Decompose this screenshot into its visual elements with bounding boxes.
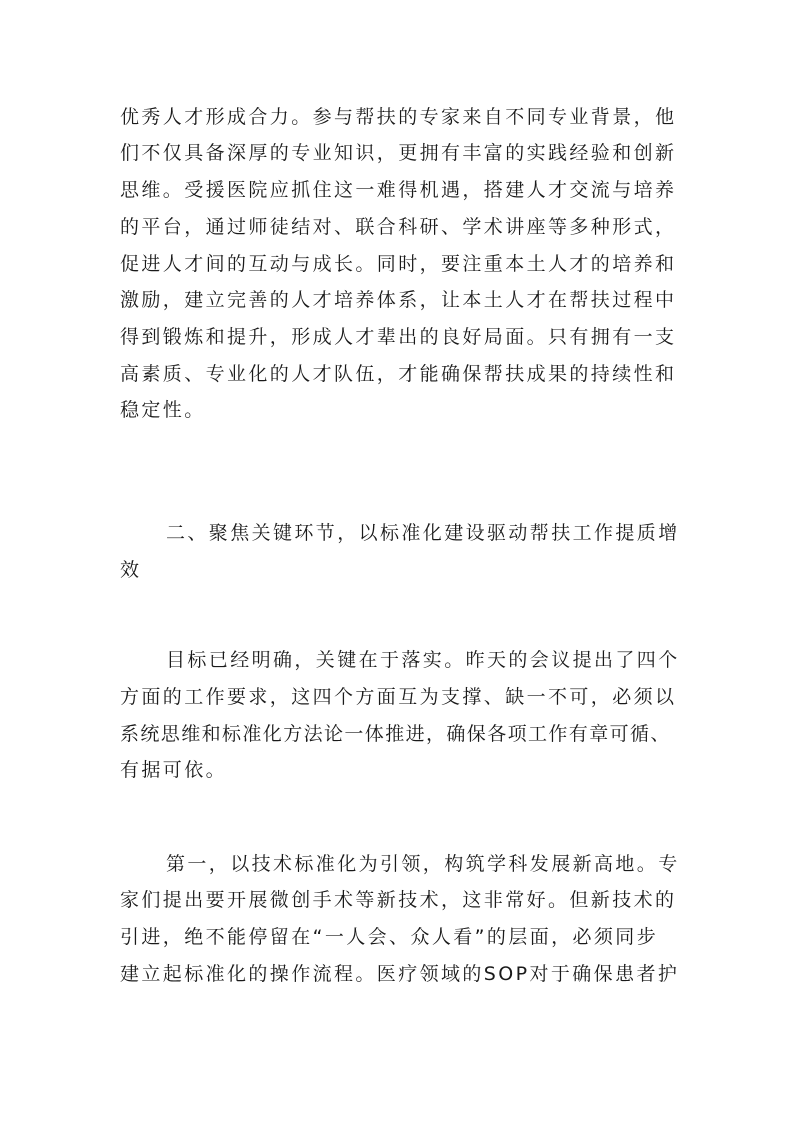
text-line: 们不仅具备深厚的专业知识，更拥有丰富的实践经验和创新	[120, 142, 677, 164]
text-line: 优秀人才形成合力。参与帮扶的专家来自不同专业背景，他	[120, 106, 677, 128]
text-line: 稳定性。	[120, 399, 206, 421]
text-line: 的平台，通过师徒结对、联合科研、学术讲座等多种形式，	[120, 216, 677, 238]
text-line: 思维。受援医院应抓住这一难得机遇，搭建人才交流与培养	[120, 179, 677, 201]
text-line: 家们提出要开展微创手术等新技术，这非常好。但新技术的	[120, 889, 677, 911]
text-line: 建立起标准化的操作流程。医疗领域的SOP对于确保患者护	[120, 963, 680, 985]
heading-line: 效	[120, 559, 142, 581]
text-line: 有据可依。	[120, 759, 228, 781]
text-line: 激励，建立完善的人才培养体系，让本土人才在帮扶过程中	[120, 289, 677, 311]
text-line: 系统思维和标准化方法论一体推进，确保各项工作有章可循、	[120, 723, 671, 745]
text-line: 方面的工作要求，这四个方面互为支撑、缺一不可，必须以	[120, 686, 677, 708]
text-line: 第一，以技术标准化为引领，构筑学科发展新高地。专	[166, 853, 680, 875]
text-line: 得到锻炼和提升，形成人才辈出的良好局面。只有拥有一支	[120, 326, 677, 348]
text-line: 促进人才间的互动与成长。同时，要注重本土人才的培养和	[120, 253, 677, 275]
text-line: 引进，绝不能停留在“一人会、众人看”的层面，必须同步	[120, 926, 659, 948]
text-line: 高素质、专业化的人才队伍，才能确保帮扶成果的持续性和	[120, 363, 677, 385]
heading-line: 二、聚焦关键环节，以标准化建设驱动帮扶工作提质增	[166, 522, 680, 544]
text-line: 目标已经明确，关键在于落实。昨天的会议提出了四个	[166, 649, 680, 671]
